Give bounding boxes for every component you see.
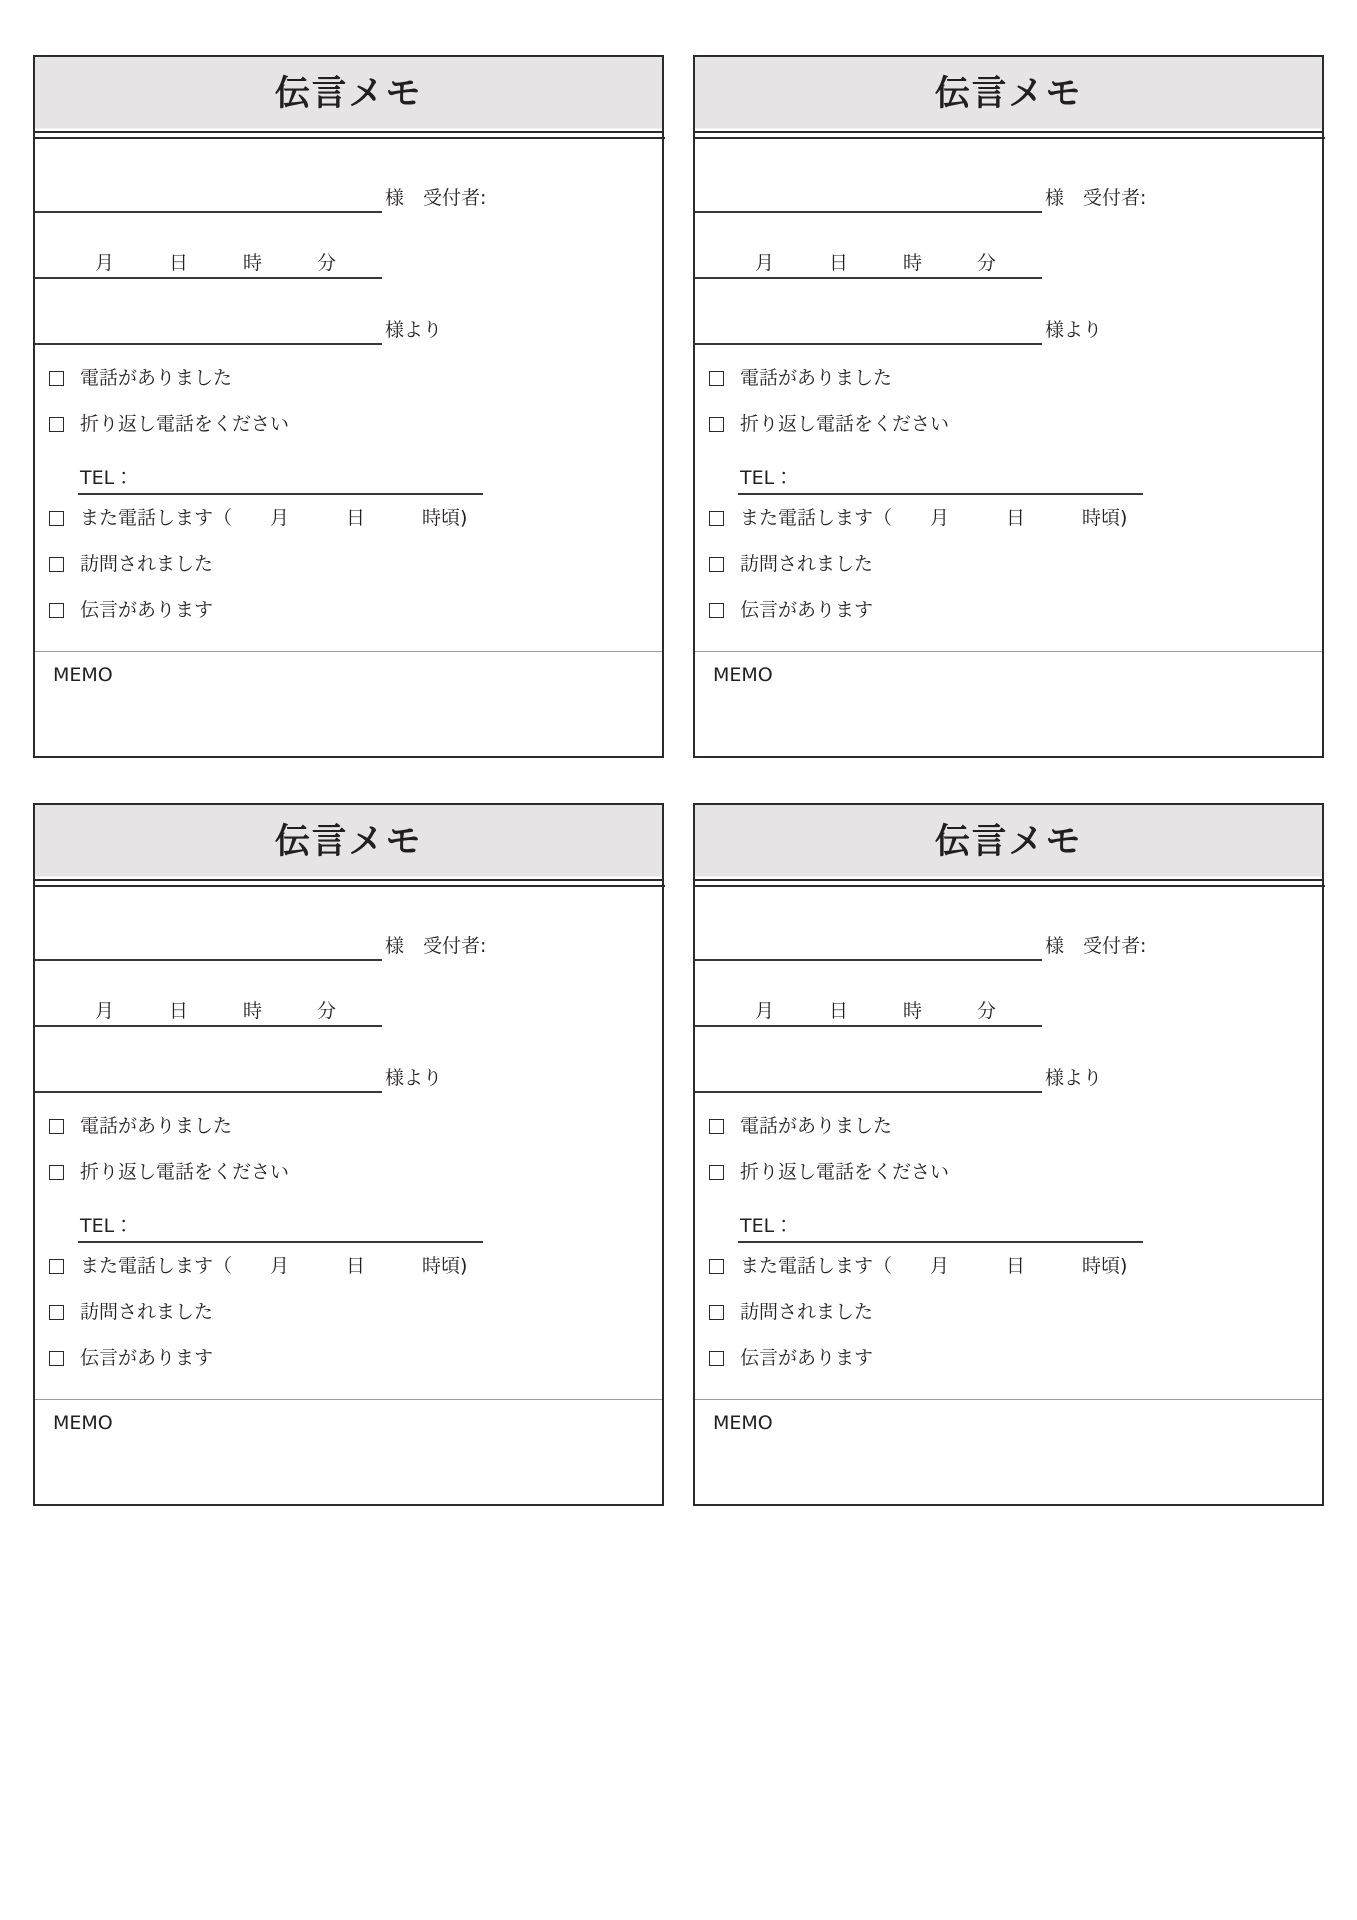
tel-field-row[interactable]: [35, 1195, 662, 1243]
checkbox-label: 伝言があります: [740, 598, 874, 621]
card-body: [695, 133, 1322, 756]
day-unit-label: 日: [169, 252, 189, 274]
checkbox-square-icon[interactable]: [49, 557, 64, 572]
checkbox-square-icon[interactable]: [49, 511, 64, 526]
checkbox-row-phone-received[interactable]: [35, 355, 662, 401]
checkbox-list: [35, 1103, 662, 1381]
card-title: 伝言メモ: [934, 73, 1083, 114]
checkbox-square-icon[interactable]: [49, 1259, 64, 1274]
memo-card-top-left: [33, 55, 664, 758]
checkbox-square-icon[interactable]: [49, 1305, 64, 1320]
recipient-tail-label: 様 受付者:: [1045, 187, 1147, 209]
checkbox-row-phone-received[interactable]: [35, 1103, 662, 1149]
checkbox-row-will-call-again[interactable]: [35, 1243, 662, 1289]
checkbox-square-icon[interactable]: [709, 1305, 724, 1320]
caller-tail-label: 様より: [385, 1067, 443, 1089]
callback-time-fields: （ 月 日 時頃): [873, 506, 1128, 529]
tel-field-row[interactable]: [35, 447, 662, 495]
checkbox-row-visited[interactable]: [695, 1289, 1322, 1335]
checkbox-label: また電話します: [740, 1254, 874, 1277]
checkbox-square-icon[interactable]: [709, 1119, 724, 1134]
datetime-field-row[interactable]: [35, 213, 662, 279]
memo-write-area[interactable]: [53, 1444, 648, 1496]
memo-card-grid: [33, 55, 1324, 1865]
tel-write-line[interactable]: [738, 493, 1143, 495]
card-header: [695, 805, 1322, 881]
month-unit-label: 月: [95, 252, 115, 274]
card-header: [695, 57, 1322, 133]
recipient-tail-label: 様 受付者:: [385, 187, 487, 209]
memo-write-area[interactable]: [713, 1444, 1308, 1496]
checkbox-label: 伝言があります: [80, 598, 214, 621]
card-body: [35, 881, 662, 1504]
tel-write-line[interactable]: [738, 1241, 1143, 1243]
checkbox-row-please-call-back[interactable]: [35, 1149, 662, 1195]
card-body: [695, 881, 1322, 1504]
card-header: [35, 57, 662, 133]
checkbox-row-visited[interactable]: [35, 541, 662, 587]
checkbox-row-will-call-again[interactable]: [695, 495, 1322, 541]
checkbox-label: 訪問されました: [740, 1300, 874, 1323]
tel-label: TEL：: [80, 1215, 134, 1237]
checkbox-row-has-message[interactable]: [695, 1335, 1322, 1381]
caller-tail-label: 様より: [1045, 1067, 1103, 1089]
checkbox-square-icon[interactable]: [49, 1119, 64, 1134]
checkbox-list: [695, 1103, 1322, 1381]
datetime-unit-marks: [35, 254, 382, 273]
caller-field-row[interactable]: [35, 1027, 662, 1093]
checkbox-label: また電話します: [740, 506, 874, 529]
caller-field-row[interactable]: [695, 1027, 1322, 1093]
checkbox-square-icon[interactable]: [709, 603, 724, 618]
tel-write-line[interactable]: [78, 1241, 483, 1243]
month-unit-label: 月: [755, 1000, 775, 1022]
callback-time-fields: （ 月 日 時頃): [213, 1254, 468, 1277]
caller-write-line[interactable]: [695, 1091, 1042, 1093]
checkbox-row-visited[interactable]: [695, 541, 1322, 587]
memo-spacer: [35, 1381, 662, 1399]
checkbox-label: 電話がありました: [740, 366, 893, 389]
recipient-tail-label: 様 受付者:: [1045, 935, 1147, 957]
checkbox-square-icon[interactable]: [709, 511, 724, 526]
memo-label: MEMO: [713, 1412, 773, 1434]
checkbox-row-please-call-back[interactable]: [695, 401, 1322, 447]
datetime-field-row[interactable]: [695, 961, 1322, 1027]
caller-write-line[interactable]: [695, 343, 1042, 345]
datetime-field-row[interactable]: [695, 213, 1322, 279]
card-title: 伝言メモ: [274, 821, 423, 862]
day-unit-label: 日: [829, 1000, 849, 1022]
hour-unit-label: 時: [243, 252, 263, 274]
memo-write-area[interactable]: [713, 696, 1308, 748]
memo-section: [695, 1399, 1322, 1504]
callback-time-fields: （ 月 日 時頃): [873, 1254, 1128, 1277]
checkbox-list: [35, 355, 662, 633]
memo-card-bottom-right: [693, 803, 1324, 1506]
checkbox-row-phone-received[interactable]: [695, 355, 1322, 401]
memo-section: [695, 651, 1322, 756]
caller-tail-label: 様より: [385, 319, 443, 341]
card-body: [35, 133, 662, 756]
checkbox-row-visited[interactable]: [35, 1289, 662, 1335]
datetime-unit-marks: [35, 1002, 382, 1021]
checkbox-square-icon[interactable]: [49, 603, 64, 618]
memo-card-bottom-left: [33, 803, 664, 1506]
card-title: 伝言メモ: [934, 821, 1083, 862]
checkbox-label: 折り返し電話をください: [740, 412, 950, 435]
checkbox-label: 訪問されました: [80, 552, 214, 575]
callback-time-fields: （ 月 日 時頃): [213, 506, 468, 529]
memo-spacer: [695, 1381, 1322, 1399]
datetime-unit-marks: [695, 254, 1042, 273]
checkbox-square-icon[interactable]: [709, 1165, 724, 1180]
card-title: 伝言メモ: [274, 73, 423, 114]
checkbox-row-please-call-back[interactable]: [695, 1149, 1322, 1195]
checkbox-label: 訪問されました: [80, 1300, 214, 1323]
checkbox-label: 折り返し電話をください: [80, 412, 290, 435]
checkbox-square-icon[interactable]: [49, 371, 64, 386]
checkbox-square-icon[interactable]: [49, 1351, 64, 1366]
recipient-field-row[interactable]: [695, 889, 1322, 961]
checkbox-square-icon[interactable]: [709, 557, 724, 572]
month-unit-label: 月: [95, 1000, 115, 1022]
hour-unit-label: 時: [903, 252, 923, 274]
checkbox-row-will-call-again[interactable]: [35, 495, 662, 541]
minute-unit-label: 分: [977, 1000, 997, 1022]
memo-spacer: [695, 633, 1322, 651]
checkbox-label: 電話がありました: [80, 1114, 233, 1137]
recipient-tail-label: 様 受付者:: [385, 935, 487, 957]
checkbox-label: 訪問されました: [740, 552, 874, 575]
tel-write-line[interactable]: [78, 493, 483, 495]
checkbox-row-has-message[interactable]: [35, 1335, 662, 1381]
checkbox-row-please-call-back[interactable]: [35, 401, 662, 447]
day-unit-label: 日: [169, 1000, 189, 1022]
minute-unit-label: 分: [317, 1000, 337, 1022]
recipient-field-row[interactable]: [695, 141, 1322, 213]
checkbox-row-has-message[interactable]: [695, 587, 1322, 633]
checkbox-list: [695, 355, 1322, 633]
memo-section: [35, 651, 662, 756]
memo-write-area[interactable]: [53, 696, 648, 748]
checkbox-label: また電話します: [80, 1254, 214, 1277]
hour-unit-label: 時: [243, 1000, 263, 1022]
tel-label: TEL：: [80, 467, 134, 489]
checkbox-label: 折り返し電話をください: [740, 1160, 950, 1183]
tel-field-row[interactable]: [695, 447, 1322, 495]
caller-tail-label: 様より: [1045, 319, 1103, 341]
day-unit-label: 日: [829, 252, 849, 274]
checkbox-label: 電話がありました: [80, 366, 233, 389]
checkbox-square-icon[interactable]: [709, 1351, 724, 1366]
checkbox-label: 伝言があります: [80, 1346, 214, 1369]
checkbox-square-icon[interactable]: [709, 417, 724, 432]
caller-field-row[interactable]: [695, 279, 1322, 345]
caller-write-line[interactable]: [35, 343, 382, 345]
checkbox-label: 電話がありました: [740, 1114, 893, 1137]
checkbox-square-icon[interactable]: [49, 1165, 64, 1180]
checkbox-label: 伝言があります: [740, 1346, 874, 1369]
caller-write-line[interactable]: [35, 1091, 382, 1093]
tel-label: TEL：: [740, 1215, 794, 1237]
datetime-unit-marks: [695, 1002, 1042, 1021]
checkbox-square-icon[interactable]: [709, 1259, 724, 1274]
memo-label: MEMO: [53, 664, 113, 686]
checkbox-square-icon[interactable]: [709, 371, 724, 386]
memo-label: MEMO: [713, 664, 773, 686]
card-header: [35, 805, 662, 881]
recipient-field-row[interactable]: [35, 141, 662, 213]
minute-unit-label: 分: [317, 252, 337, 274]
month-unit-label: 月: [755, 252, 775, 274]
memo-label: MEMO: [53, 1412, 113, 1434]
memo-card-top-right: [693, 55, 1324, 758]
tel-field-row[interactable]: [695, 1195, 1322, 1243]
checkbox-label: 折り返し電話をください: [80, 1160, 290, 1183]
memo-spacer: [35, 633, 662, 651]
recipient-field-row[interactable]: [35, 889, 662, 961]
checkbox-row-phone-received[interactable]: [695, 1103, 1322, 1149]
checkbox-row-has-message[interactable]: [35, 587, 662, 633]
checkbox-label: また電話します: [80, 506, 214, 529]
memo-section: [35, 1399, 662, 1504]
datetime-field-row[interactable]: [35, 961, 662, 1027]
checkbox-square-icon[interactable]: [49, 417, 64, 432]
minute-unit-label: 分: [977, 252, 997, 274]
caller-field-row[interactable]: [35, 279, 662, 345]
checkbox-row-will-call-again[interactable]: [695, 1243, 1322, 1289]
hour-unit-label: 時: [903, 1000, 923, 1022]
tel-label: TEL：: [740, 467, 794, 489]
